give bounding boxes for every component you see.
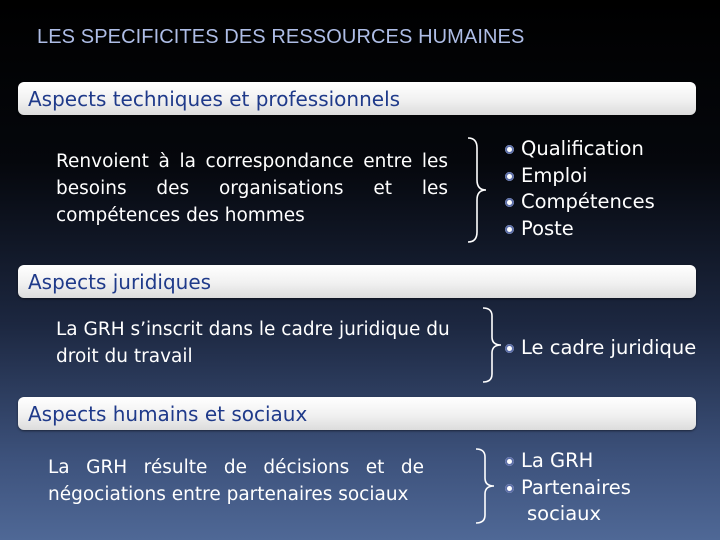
bullet-list-social xyxy=(505,448,631,528)
circle-bullet-icon xyxy=(505,198,514,207)
bullet-list-technical xyxy=(505,136,655,242)
right-curly-brace-icon xyxy=(481,306,503,384)
section-heading: Aspects humains et sociaux xyxy=(28,402,308,426)
circle-bullet-icon xyxy=(505,457,514,466)
circle-bullet-icon xyxy=(505,145,514,154)
section-heading: Aspects juridiques xyxy=(28,270,212,294)
section-header-technical xyxy=(18,82,696,115)
section-header-social xyxy=(18,397,696,430)
list-item: Emploi xyxy=(505,163,655,190)
slide-title: LES SPECIFICITES DES RESSOURCES HUMAINES xyxy=(37,26,525,48)
list-item: Compétences xyxy=(505,189,655,216)
section-heading: Aspects techniques et professionnels xyxy=(28,87,401,111)
circle-bullet-icon xyxy=(505,172,514,181)
circle-bullet-icon xyxy=(505,344,514,353)
right-curly-brace-icon xyxy=(466,136,488,244)
list-item: Qualification xyxy=(505,136,655,163)
section-header-legal xyxy=(18,265,696,298)
list-item: Partenaires sociaux xyxy=(505,475,631,528)
list-item: Le cadre juridique xyxy=(505,335,696,362)
list-item: La GRH xyxy=(505,448,631,475)
bullet-list-legal xyxy=(505,335,696,362)
circle-bullet-icon xyxy=(505,484,514,493)
circle-bullet-icon xyxy=(505,225,514,234)
list-item: Poste xyxy=(505,216,655,243)
right-curly-brace-icon xyxy=(474,447,496,525)
section-description-social: La GRH résulte de décisions et de négociations entre partenaires sociaux xyxy=(48,457,424,505)
section-description-legal: La GRH s’inscrit dans le cadre juridique du droit du travail xyxy=(56,319,450,367)
section-description-technical: Renvoient à la correspondance entre les besoins des organisations et les compétences des hommes xyxy=(56,151,448,226)
